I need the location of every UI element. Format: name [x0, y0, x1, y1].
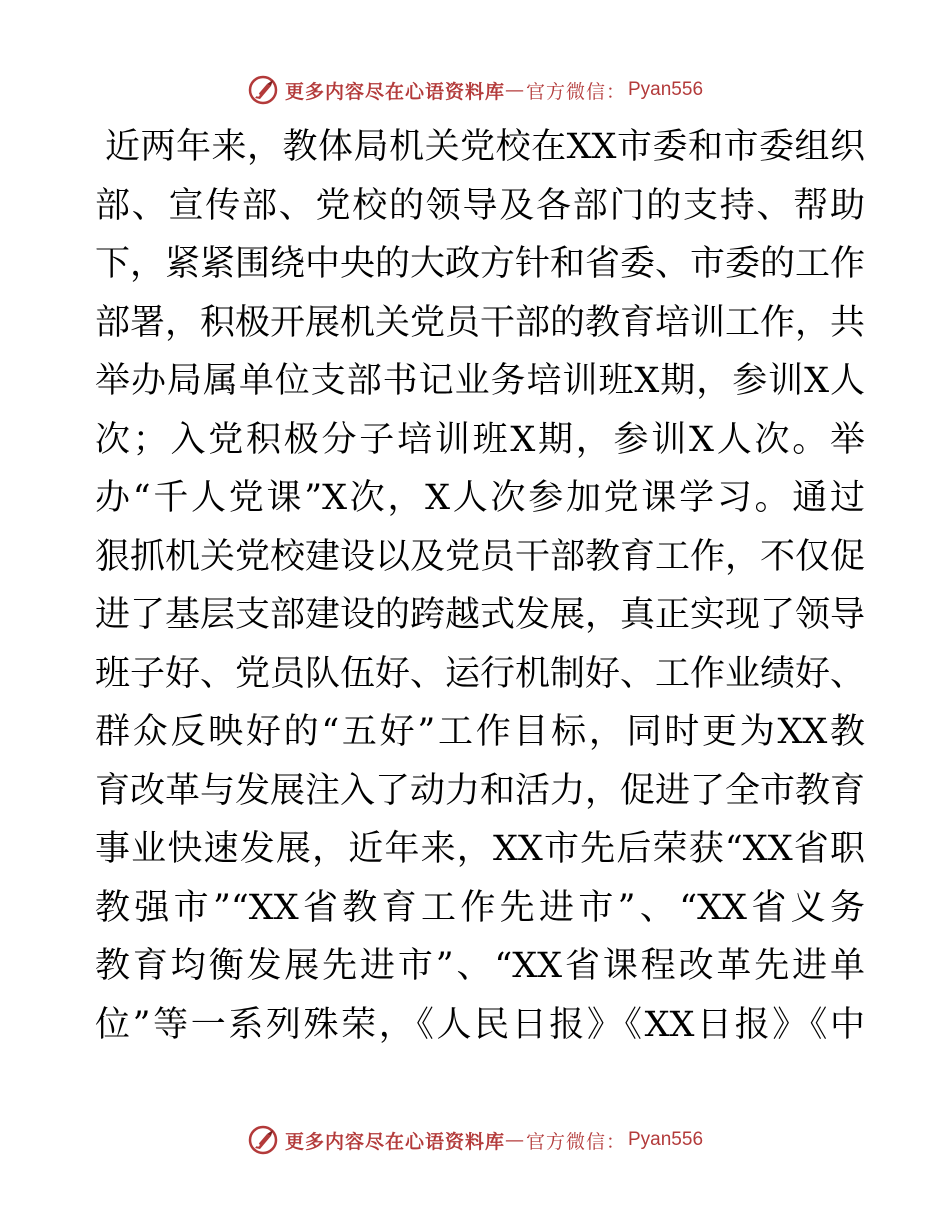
body-line: 部、宣传部、党校的领导及各部门的支持、帮助 [95, 185, 865, 226]
pen-nib-logo-icon [247, 74, 279, 106]
header-banner [0, 70, 950, 110]
body-line: 教强市”“XX省教育工作先进市”、“XX省义务 [95, 887, 865, 928]
body-line: 进了基层支部建设的跨越式发展，真正实现了领导 [95, 595, 865, 635]
header-separator: — [504, 79, 524, 101]
body-line: 部署，积极开展机关党员干部的教育培训工作，共 [95, 302, 865, 343]
footer-separator: — [504, 1129, 524, 1151]
body-line: 群众反映好的“五好”工作目标，同时更为XX教 [95, 712, 865, 752]
footer-brand-text: 更多内容尽在心语资料库 [284, 1130, 505, 1153]
body-line: 班子好、党员队伍好、运行机制好、工作业绩好、 [95, 653, 865, 694]
body-paragraph [95, 118, 865, 1054]
header-wechat-id: Pyan556 [628, 79, 704, 100]
body-line: 办“千人党课”X次，X人次参加党课学习。通过 [95, 478, 865, 518]
body-line: 近两年来，教体局机关党校在XX市委和市委组织 [105, 127, 865, 167]
footer-banner [0, 1120, 950, 1160]
body-line: 位”等一系列殊荣，《人民日报》《XX日报》《中 [95, 1004, 865, 1045]
footer-wechat-id: Pyan556 [628, 1129, 704, 1150]
body-line: 育改革与发展注入了动力和活力，促进了全市教育 [95, 770, 865, 811]
body-line: 次；入党积极分子培训班X期，参训X人次。举 [95, 419, 865, 460]
body-line: 事业快速发展，近年来，XX市先后荣获“XX省职 [95, 829, 865, 869]
footer-wechat-label: 官方微信： [525, 1130, 626, 1153]
header-wechat-label: 官方微信： [525, 80, 626, 103]
body-line: 教育均衡发展先进市”、“XX省课程改革先进单 [95, 946, 865, 986]
body-line: 举办局属单位支部书记业务培训班X期，参训X人 [95, 361, 865, 401]
body-line: 下，紧紧围绕中央的大政方针和省委、市委的工作 [95, 244, 865, 284]
body-line: 狠抓机关党校建设以及党员干部教育工作，不仅促 [95, 536, 865, 577]
pen-nib-logo-icon [247, 1124, 279, 1156]
header-brand-text: 更多内容尽在心语资料库 [284, 80, 505, 103]
